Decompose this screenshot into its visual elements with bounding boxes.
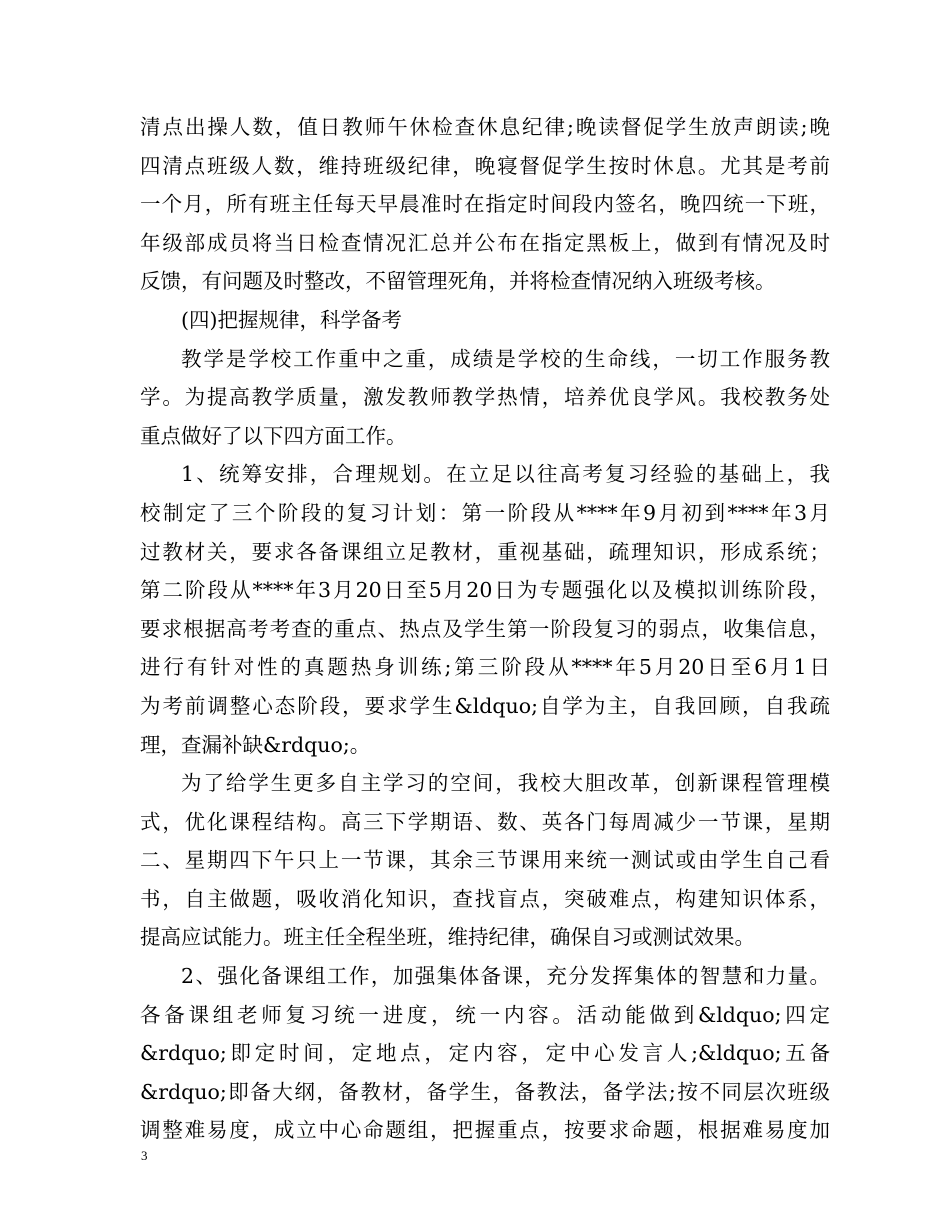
text-line: &rdquo;即定时间，定地点，定内容，定中心发言人;&ldquo;五备 [140,1041,830,1066]
text-line: 理，查漏补缺&rdquo;。 [140,732,371,757]
text-line: 要求根据高考考查的重点、热点及学生第一阶段复习的弱点，收集信息， [140,616,830,641]
text-line: 书，自主做题，吸收消化知识，查找盲点，突破难点，构建知识体系， [140,886,830,911]
text-line: 年级部成员将当日检查情况汇总并公布在指定黑板上，做到有情况及时 [140,230,830,255]
text-line: 学。为提高教学质量，激发教师教学热情，培养优良学风。我校教务处 [140,385,830,410]
text-line: 第二阶段从****年3月20日至5月20日为专题强化以及模拟训练阶段， [140,578,830,603]
text-line: 清点出操人数，值日教师午休检查休息纪律;晚读督促学生放声朗读;晚 [140,115,830,139]
section-heading: (四)把握规律，科学备考 [181,307,402,332]
text-line: 各备课组老师复习统一进度，统一内容。活动能做到&ldquo;四定 [140,1002,830,1027]
text-line: 二、星期四下午只上一节课，其余三节课用来统一测试或由学生自己看 [140,848,830,873]
body-text [140,108,830,1150]
text-line: 教学是学校工作重中之重，成绩是学校的生命线，一切工作服务教 [181,346,830,371]
text-line: 重点做好了以下四方面工作。 [140,423,407,448]
text-line: 为了给学生更多自主学习的空间，我校大胆改革，创新课程管理模 [181,771,830,796]
text-line: 调整难易度，成立中心命题组，把握重点，按要求命题，根据难易度加 [140,1118,830,1143]
text-line: 校制定了三个阶段的复习计划：第一阶段从****年9月初到****年3月 [140,500,830,525]
text-line: 1、统筹安排，合理规划。在立足以往高考复习经验的基础上，我 [181,462,830,487]
page-number: 3 [141,1148,148,1163]
text-line: &rdquo;即备大纲，备教材，备学生，备教法，备学法;按不同层次班级 [140,1079,830,1104]
text-line: 进行有针对性的真题热身训练;第三阶段从****年5月20日至6月1日 [140,655,830,680]
text-line: 四清点班级人数，维持班级纪律，晚寝督促学生按时休息。尤其是考前 [140,153,830,178]
text-line: 为考前调整心态阶段，要求学生&ldquo;自学为主，自我回顾，自我疏 [140,693,830,718]
text-line: 反馈，有问题及时整改，不留管理死角，并将检查情况纳入班级考核。 [140,269,776,294]
text-line: 过教材关，要求各备课组立足教材，重视基础，疏理知识，形成系统； [140,539,830,564]
text-line: 式，优化课程结构。高三下学期语、数、英各门每周减少一节课，星期 [140,809,830,834]
text-line: 一个月，所有班主任每天早晨准时在指定时间段内签名，晚四统一下班， [140,192,830,217]
text-line: 2、强化备课组工作，加强集体备课，充分发挥集体的智慧和力量。 [181,964,830,989]
text-line: 提高应试能力。班主任全程坐班，维持纪律，确保自习或测试效果。 [140,925,755,950]
